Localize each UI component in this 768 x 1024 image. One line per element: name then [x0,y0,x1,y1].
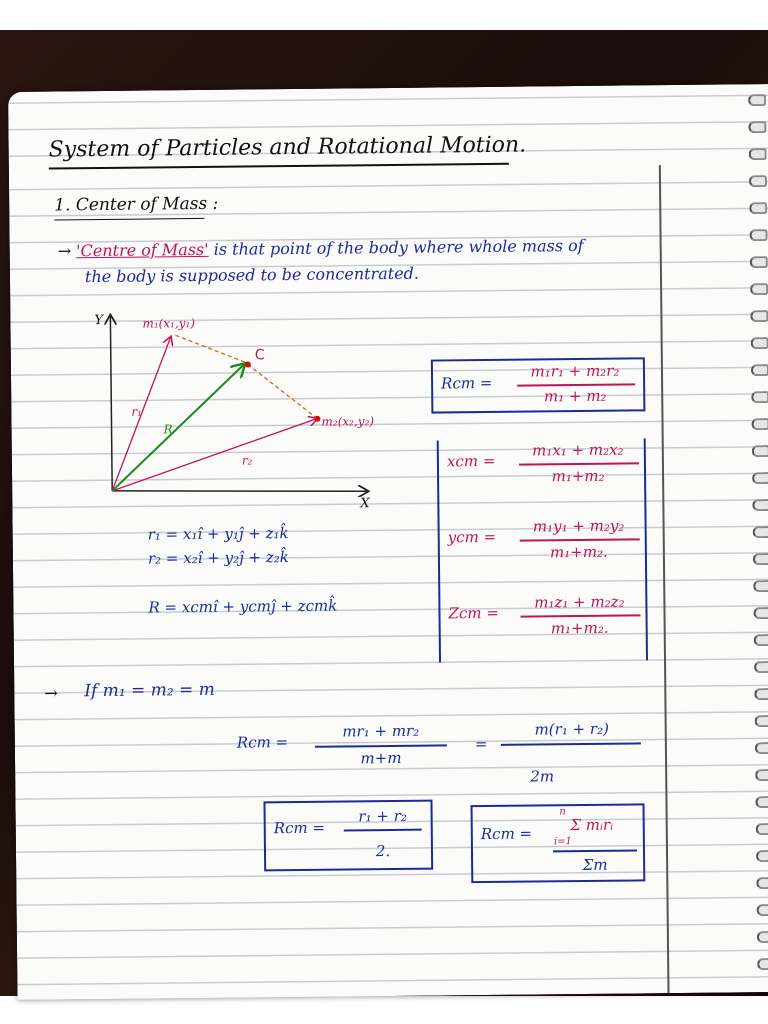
equal-rcm-fraction-bar [315,744,447,747]
page-title: System of Particles and Rotational Motion. [48,132,527,163]
m1-label: m₁(x₁,y₁) [142,316,196,331]
arrow-bullet: → [57,241,72,261]
definition-term: 'Centre of Mass' [76,239,209,261]
definition-text: is that point of the body where whole mass of [208,235,584,259]
sum-numerator: Σ mᵢrᵢ [570,815,614,835]
r2-vector [111,419,317,491]
sum-lhs: Rcm = [480,824,533,844]
component-formulas-bracket [437,438,648,662]
avg-lhs: Rcm = [273,818,326,838]
m1-to-c-dashed [176,335,246,364]
equal-rcm-denominator: m+m [360,748,402,768]
R-vector [111,365,245,491]
c-label: C [254,347,265,364]
sum-upper-limit: n [559,806,566,818]
zcm-numerator: m₁z₁ + m₂z₂ [534,592,625,612]
equal-rcm-numerator: mr₁ + mr₂ [342,721,420,741]
avg-numerator: r₁ + r₂ [358,806,407,826]
section-heading: 1. Center of Mass : [54,193,219,216]
avg-fraction-bar [344,829,422,831]
r1-equation: r₁ = x₁î + y₁ĵ + z₁k̂ [147,524,289,544]
r1-label: r₁ [131,404,142,419]
xcm-denominator: m₁+m₂ [551,466,605,486]
x-axis-label: X [360,496,370,512]
r2-equation: r₂ = x₂î + y₂ĵ + z₂k̂ [147,548,289,568]
ycm-fraction-bar [520,538,640,541]
R-equation: R = xcmî + ycmĵ + zcmk̂ [148,596,338,617]
rcm-formula-box [431,357,646,413]
equals-sign: = [474,734,488,754]
x-axis [112,488,367,494]
equal-simplified-numerator: m(r₁ + r₂) [534,719,610,739]
R-label: R [163,422,173,437]
summation-formula-box [471,803,646,883]
center-of-mass-diagram [80,303,422,517]
xcm-fraction-bar [519,462,639,465]
sum-fraction-bar [553,849,637,851]
sum-denominator: Σm [582,855,608,875]
rcm-lhs: Rcm = [441,373,493,393]
equal-simplified-denominator: 2m [530,767,555,786]
xcm-lhs: xcm = [446,451,496,471]
xcm-numerator: m₁x₁ + m₂x₂ [531,440,624,460]
ycm-numerator: m₁y₁ + m₂y₂ [532,516,625,536]
equal-simplified-fraction-bar [501,742,641,745]
zcm-denominator: m₁+m₂. [550,618,609,638]
notebook-page [8,84,768,1000]
equal-mass-condition: If m₁ = m₂ = m [84,679,215,702]
r2-label: r₂ [241,453,253,468]
definition-line-2: the body is supposed to be concentrated. [84,263,420,287]
m2-label: m₂(x₂,y₂) [321,414,375,429]
margin-line [659,165,669,993]
arrow-bullet-2: → [44,683,58,703]
ycm-denominator: m₁+m₂. [549,542,608,562]
ycm-lhs: ycm = [447,527,497,547]
spiral-binding [750,94,768,982]
rcm-denominator: m₁ + m₂ [543,386,607,406]
definition-line-1 [58,236,584,261]
avg-denominator: 2. [375,842,391,861]
y-axis-label: Y [94,312,104,329]
rcm-numerator: m₁r₁ + m₂r₂ [530,361,620,381]
title-underline [49,163,509,169]
average-position-box [263,800,433,872]
c-to-m2-dashed [248,364,318,420]
zcm-lhs: Zcm = [448,603,499,623]
zcm-fraction-bar [521,614,641,617]
y-axis [110,316,112,491]
equal-rcm-lhs: Rcm = [236,733,289,752]
section-underline [54,218,204,221]
sum-lower-limit: i=1 [553,836,572,848]
